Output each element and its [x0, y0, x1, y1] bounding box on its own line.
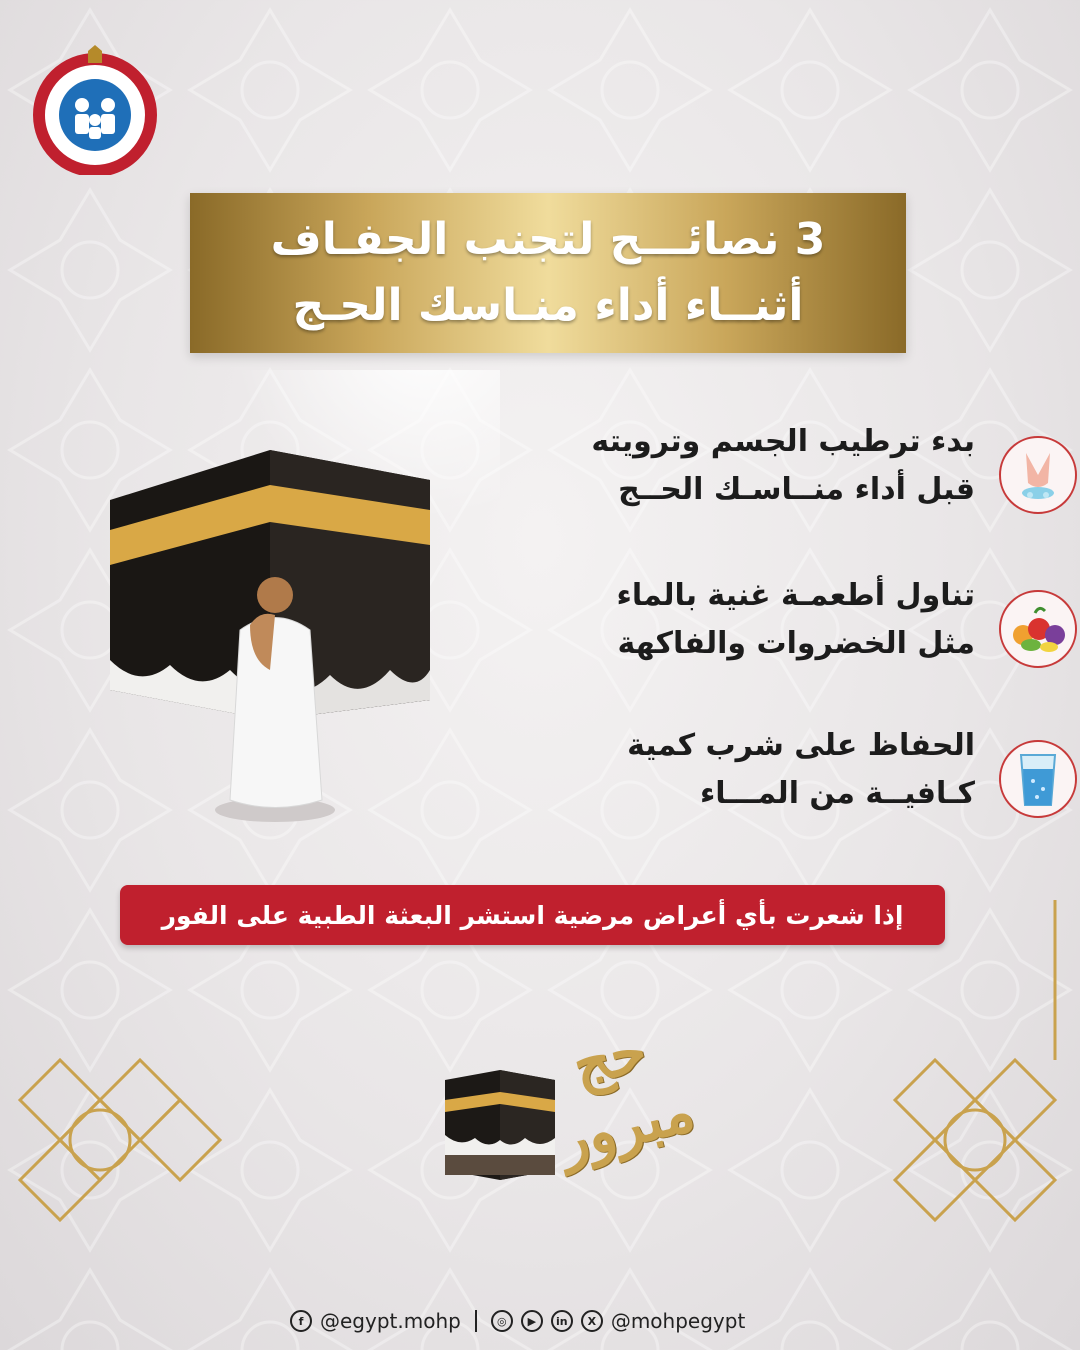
title-banner	[190, 193, 906, 353]
tip-item-1	[455, 418, 975, 528]
tip-3-line-1: الحفاظ على شرب كمية	[627, 728, 975, 763]
calligraphy-line-2: مبرور	[551, 1075, 701, 1175]
social-handle[interactable]: @mohpegypt	[610, 1309, 746, 1333]
tip-1-line-1: بدء ترطيب الجسم وترويته	[591, 424, 975, 459]
facebook-icon[interactable]: f	[290, 1310, 312, 1332]
facebook-handle[interactable]: @egypt.mohp	[320, 1309, 461, 1333]
tip-3-line-2: كـافيــة من المـــاء	[699, 776, 975, 811]
calligraphy-line-1: حج	[565, 1015, 654, 1100]
medical-alert-text: إذا شعرت بأي أعراض مرضية استشر البعثة الطبية على الفور	[161, 900, 904, 930]
youtube-icon[interactable]: ▶	[521, 1310, 543, 1332]
tip-item-3	[455, 722, 975, 832]
footer-social	[290, 1306, 810, 1336]
tip-2-line-2: مثل الخضروات والفاكهة	[617, 626, 975, 661]
footer-divider	[475, 1310, 477, 1332]
kaaba-pilgrim-illustration	[100, 370, 500, 840]
instagram-icon[interactable]: ◎	[491, 1310, 513, 1332]
x-icon[interactable]: X	[581, 1310, 603, 1332]
hands-washing-icon	[999, 436, 1077, 514]
left-gold-ornament	[0, 1040, 230, 1250]
title-line-2: أثنــاء أداء منـاسك الحـج	[292, 280, 804, 331]
right-gold-ornament	[855, 900, 1080, 1250]
tip-2-line-1: تناول أطعمـة غنية بالماء	[616, 578, 975, 613]
tip-text-3	[455, 722, 975, 818]
ministry-logo	[30, 45, 160, 175]
tip-text-2	[455, 572, 975, 668]
fruits-vegetables-icon	[999, 590, 1077, 668]
water-glass-icon	[999, 740, 1077, 818]
tip-1-line-2: قبل أداء منــاسـك الحــج	[618, 472, 975, 507]
tip-item-2	[455, 572, 975, 682]
title-line-1: 3 نصائـــح لتجنب الجفـاف	[270, 214, 826, 265]
linkedin-icon[interactable]: in	[551, 1310, 573, 1332]
tip-text-1	[455, 418, 975, 514]
medical-alert-banner	[120, 885, 945, 945]
